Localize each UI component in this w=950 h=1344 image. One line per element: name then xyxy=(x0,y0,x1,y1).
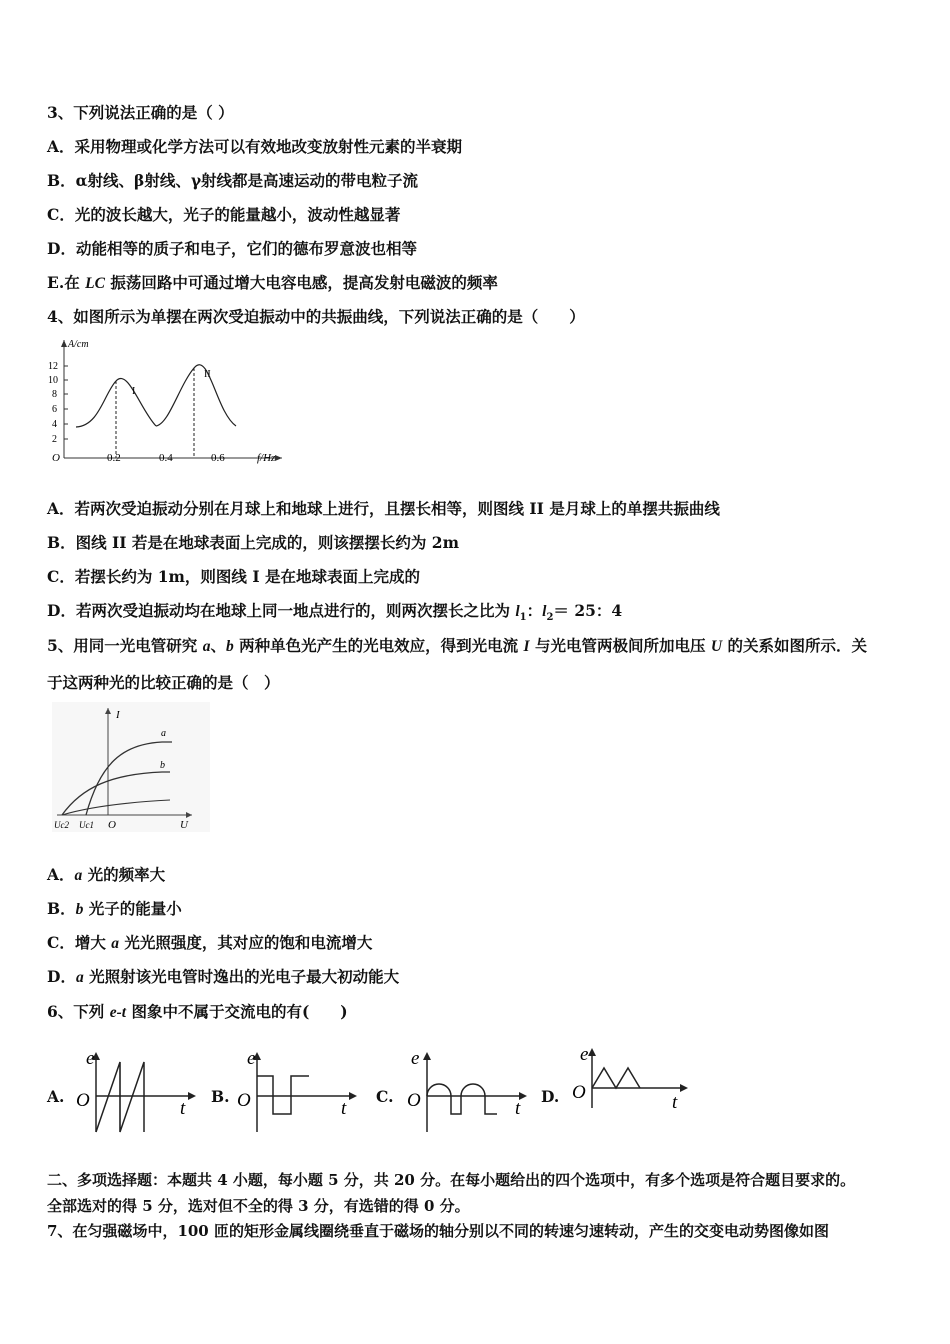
x-tick-06: 0.6 xyxy=(211,452,225,464)
q3-option-b: B．α射线、β射线、γ射线都是高速运动的带电粒子流 xyxy=(47,171,419,190)
origin-label: O xyxy=(572,1082,586,1103)
q7-stem: 7、在匀强磁场中，100 匝的矩形金属线圈绕垂直于磁场的轴分别以不同的转速匀速转动，产生的交变电动势图像如图 xyxy=(47,1222,829,1240)
axis-e-label: e xyxy=(247,1048,256,1069)
x-tick-04: 0.4 xyxy=(159,452,173,464)
origin-label: O xyxy=(407,1090,421,1111)
q6-label-b: B. xyxy=(211,1087,230,1106)
curve-a-label: a xyxy=(161,728,166,739)
q6-label-d: D. xyxy=(541,1087,560,1106)
curve-b-label: b xyxy=(160,760,165,771)
origin-label: O xyxy=(108,819,116,831)
q5-option-c: C．增大 a 光光照强度，其对应的饱和电流增大 xyxy=(47,933,373,952)
q6-label-c: C. xyxy=(376,1087,394,1106)
axis-e-label: e xyxy=(580,1044,589,1065)
q3-option-e: E.在 LC 振荡回路中可通过增大电容电感，提高发射电磁波的频率 xyxy=(47,273,498,292)
y-tick-8: 8 xyxy=(52,389,57,400)
resonance-curve-figure xyxy=(44,334,294,469)
origin-label: O xyxy=(237,1090,251,1111)
axis-t-label: t xyxy=(515,1098,521,1119)
q5-option-a: A．a 光的频率大 xyxy=(47,865,166,884)
q4-option-b: B．图线 II 若是在地球表面上完成的，则该摆摆长约为 2m xyxy=(47,533,459,552)
q5-option-d: D．a 光照射该光电管时逸出的光电子最大初动能大 xyxy=(47,967,400,986)
q6-label-a: A. xyxy=(47,1087,65,1106)
q3-option-a: A．采用物理或化学方法可以有效地改变放射性元素的半衰期 xyxy=(47,137,463,156)
origin-label: O xyxy=(52,452,60,464)
q5-stem-line1: 5、用同一光电管研究 a、b 两种单色光产生的光电效应，得到光电流 I 与光电管两极间所加电压 U 的关系如图所示．关 xyxy=(47,636,867,655)
y-tick-6: 6 xyxy=(52,404,57,415)
y-tick-10: 10 xyxy=(48,375,58,386)
axis-t-label: t xyxy=(341,1098,347,1119)
curve-2-label: II xyxy=(204,369,211,380)
uc2-label: Uc2 xyxy=(54,820,69,830)
y-tick-12: 12 xyxy=(48,361,58,372)
y-axis-label: A/cm xyxy=(68,339,89,350)
q6-stem: 6、下列 e-t 图象中不属于交流电的有( ) xyxy=(47,1002,348,1021)
i-axis-label: I xyxy=(116,709,120,721)
curve-1-label: I xyxy=(132,386,136,397)
axis-t-label: t xyxy=(672,1092,678,1113)
q4-option-c: C．若摆长约为 1m，则图线 I 是在地球表面上完成的 xyxy=(47,567,420,586)
q5-stem-line2: 于这两种光的比较正确的是（ ） xyxy=(47,673,280,692)
y-tick-4: 4 xyxy=(52,419,57,430)
axis-t-label: t xyxy=(180,1098,186,1119)
origin-label: O xyxy=(76,1090,90,1111)
q4-option-a: A．若两次受迫振动分别在月球上和地球上进行，且摆长相等，则图线 II 是月球上的单摆共振曲线 xyxy=(47,499,720,518)
q3-stem: 3、下列说法正确的是（ ） xyxy=(47,103,234,122)
q3-option-c: C．光的波长越大，光子的能量越小，波动性越显著 xyxy=(47,205,401,224)
q4-stem: 4、如图所示为单摆在两次受迫振动中的共振曲线，下列说法正确的是（ ） xyxy=(47,307,585,326)
photoelectric-iu-figure xyxy=(52,702,210,832)
resonance-curve-2 xyxy=(156,365,236,426)
section2-instructions-line2: 全部选对的得 5 分，选对但不全的得 3 分，有选错的得 0 分。 xyxy=(47,1197,470,1215)
q3-option-d: D．动能相等的质子和电子，它们的德布罗意波也相等 xyxy=(47,239,417,258)
y-tick-2: 2 xyxy=(52,434,57,445)
x-axis-label: f/Hz xyxy=(257,452,276,464)
q5-option-b: B．b 光子的能量小 xyxy=(47,899,182,918)
axis-e-label: e xyxy=(86,1048,95,1069)
q6-graph-c xyxy=(403,1048,528,1136)
q6-graph-a xyxy=(72,1048,197,1136)
q4-option-d: D．若两次受迫振动均在地球上同一地点进行的，则两次摆长之比为 $l_1$：$l_2= 25$：4 xyxy=(47,601,623,624)
x-tick-02: 0.2 xyxy=(107,452,121,464)
q6-graph-b xyxy=(233,1048,358,1136)
section2-instructions-line1: 二、多项选择题：本题共 4 小题，每小题 5 分，共 20 分。在每小题给出的四个选项中，有多个选项是符合题目要求的。 xyxy=(47,1171,856,1189)
uc1-label: Uc1 xyxy=(79,820,94,830)
u-axis-label: U xyxy=(180,819,188,831)
q6-graph-d xyxy=(568,1044,693,1132)
axis-e-label: e xyxy=(411,1048,420,1069)
